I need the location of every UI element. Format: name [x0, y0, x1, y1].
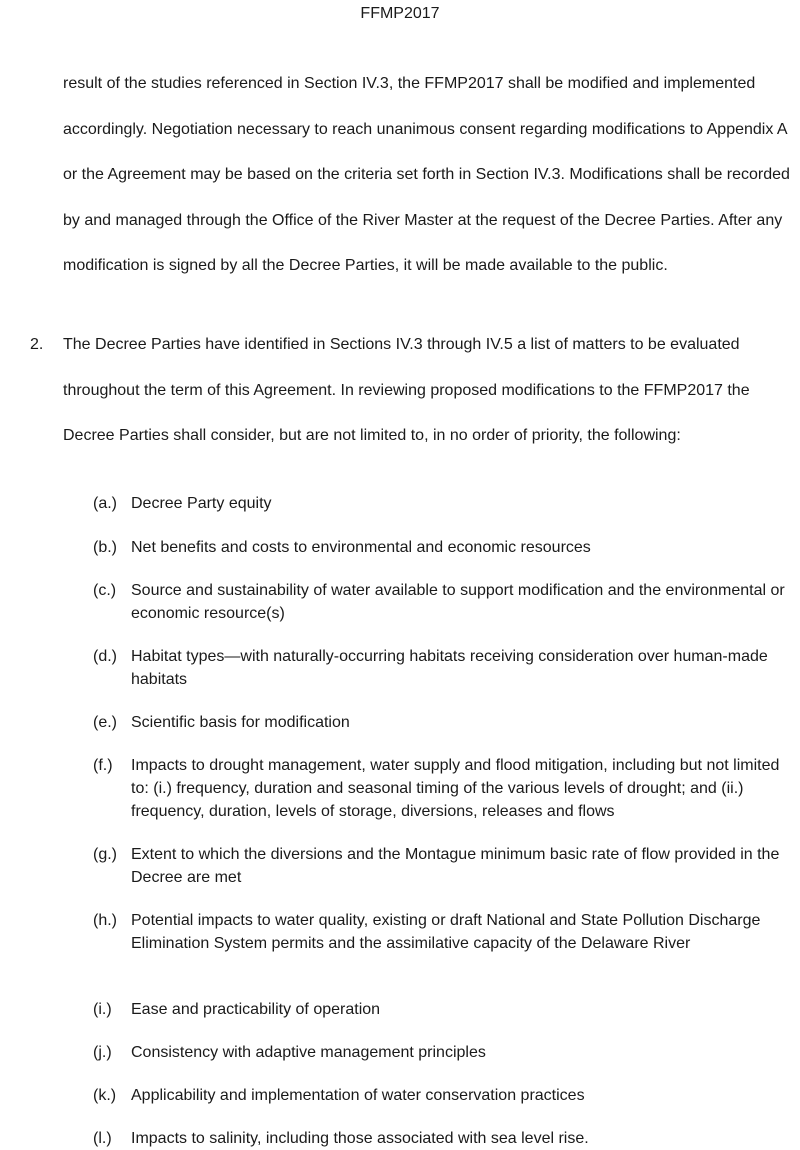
list-item [93, 492, 793, 515]
list-item-text: Potential impacts to water quality, existing or draft National and State Pollution Discharge Elimination System permits and the assimilative capacity of the Delaware River [131, 912, 761, 952]
list-item-label: (d.) [93, 648, 117, 665]
list-item [93, 754, 793, 823]
list-item [93, 645, 793, 691]
list-item-text: Ease and practicability of operation [131, 1001, 381, 1018]
page-header: FFMP2017 [360, 5, 440, 22]
list-item-label: (g.) [93, 846, 117, 863]
list-item [93, 711, 793, 734]
list-item [93, 1041, 793, 1064]
list-item-text: Net benefits and costs to environmental and economic resources [131, 539, 591, 556]
list-item [93, 998, 793, 1021]
list-item-label: (f.) [93, 757, 113, 774]
item-number: 2. [30, 336, 44, 353]
item-text: The Decree Parties have identified in Sections IV.3 through IV.5 a list of matters to be evaluated throughout the term of this Agreement. In reviewing proposed modifications to the FFMP2017 the Decree Parties shall consider, but are not limited to, in no order of priority, the following: [63, 336, 750, 444]
list-item-text: Scientific basis for modification [131, 714, 350, 731]
list-item-label: (l.) [93, 1130, 112, 1147]
list-item-label: (k.) [93, 1087, 117, 1104]
list-item-label: (b.) [93, 539, 117, 556]
list-item [93, 579, 793, 625]
numbered-item-2 [30, 334, 800, 471]
list-item [93, 843, 793, 889]
list-item-text: Consistency with adaptive management principles [131, 1044, 486, 1061]
list-item-label: (j.) [93, 1044, 112, 1061]
continuation-paragraph: result of the studies referenced in Section IV.3, the FFMP2017 shall be modified and implemented accordingly. Negotiation necessary to reach unanimous consent regarding modifications to Appendix A or the Agreement may be based on the criteria set forth in Section IV.3. Modifications shall be recorded by and managed through the Office of the River Master at the request of the Decree Parties. After any modification is signed by all the Decree Parties, it will be made available to the public. [63, 75, 790, 274]
list-item-label: (a.) [93, 495, 117, 512]
list-item-text: Impacts to salinity, including those associated with sea level rise. [131, 1130, 589, 1147]
list-item-label: (c.) [93, 582, 117, 599]
list-item-text: Decree Party equity [131, 495, 272, 512]
list-item-text: Source and sustainability of water available to support modification and the environmental or economic resource(s) [131, 582, 785, 622]
list-item [93, 536, 793, 559]
list-item-text: Extent to which the diversions and the Montague minimum basic rate of flow provided in the Decree are met [131, 846, 780, 886]
list-item-label: (e.) [93, 714, 117, 731]
list-item-label: (i.) [93, 1001, 112, 1018]
list-item-text: Habitat types—with naturally-occurring habitats receiving consideration over human-made habitats [131, 648, 768, 688]
list-item [93, 1084, 793, 1107]
list-item [93, 909, 793, 955]
list-item-text: Applicability and implementation of water conservation practices [131, 1087, 585, 1104]
list-item-text: Impacts to drought management, water supply and flood mitigation, including but not limited to: (i.) frequency, duration and seasonal timing of the various levels of drought; and (ii.) frequency, duration, levels of storage, diversions, releases and flows [131, 757, 780, 820]
list-item-label: (h.) [93, 912, 117, 929]
list-item [93, 1127, 793, 1150]
